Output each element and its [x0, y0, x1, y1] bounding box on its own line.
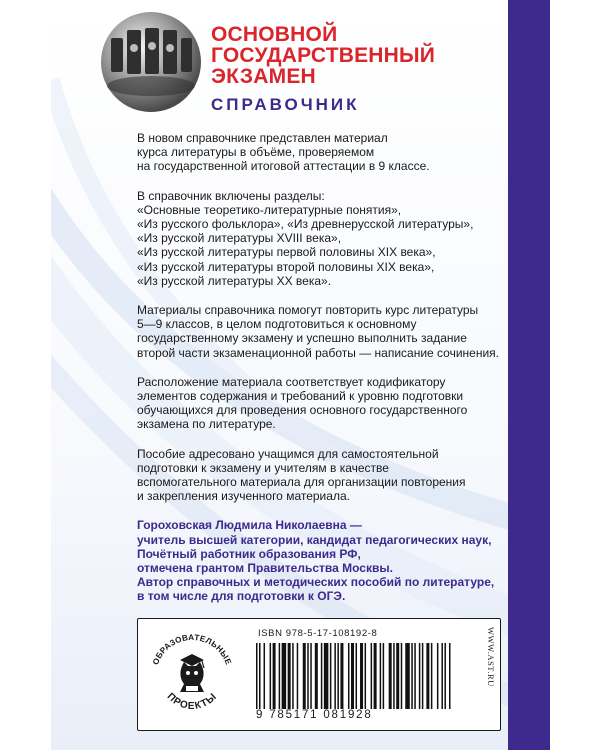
- barcode-bar: [419, 643, 421, 709]
- annotation-text: [137, 131, 501, 604]
- text-line: второй части экзаменационной работы — написание сочинения.: [137, 345, 500, 360]
- barcode-bar: [426, 643, 429, 709]
- text-line: «Из русской литературы первой половины XIX века»,: [137, 245, 436, 260]
- logo-bottom-text: ПРОЕКТЫ: [164, 691, 220, 712]
- barcode-bar: [310, 643, 312, 709]
- text-line: экзамена по литературе.: [137, 417, 276, 432]
- title-line-1: ОСНОВНОЙ: [211, 23, 338, 46]
- barcode-bar: [441, 643, 443, 709]
- sections-paragraph: [137, 189, 501, 288]
- barcode-bar: [389, 643, 392, 709]
- isbn-text: ISBN 978-5-17-108192-8: [258, 628, 378, 639]
- cover-title: [211, 24, 471, 115]
- barcode-bar: [437, 643, 439, 709]
- barcode-bar: [401, 643, 403, 709]
- barcode-bar: [396, 643, 399, 709]
- text-line: и закрепления изученного материала.: [137, 489, 350, 504]
- barcode-bar: [324, 643, 329, 709]
- logo-top-text: ОБРАЗОВАТЕЛЬНЫЕ: [150, 632, 234, 667]
- audience-paragraph: [137, 447, 501, 504]
- barcode-bar: [279, 643, 281, 709]
- text-line: 5—9 классов, в целом подготовиться к основному: [137, 317, 417, 332]
- barcode-bar: [414, 643, 416, 709]
- text-line: «Из русской литературы XX века».: [137, 273, 332, 288]
- barcode-bar: [356, 643, 358, 709]
- text-line: на государственной итоговой аттестации в 9 классе.: [137, 159, 430, 174]
- barcode-bar: [405, 643, 410, 709]
- barcode-bar: [270, 643, 272, 709]
- book-back-cover: [51, 0, 550, 750]
- barcode-bar: [264, 643, 266, 709]
- barcode-bar: [330, 643, 332, 709]
- cover-subtitle: СПРАВОЧНИК: [211, 95, 360, 114]
- barcode-bar: [307, 643, 309, 709]
- author-paragraph: [137, 518, 501, 603]
- barcode-bar: [321, 643, 323, 709]
- barcode-bar: [337, 643, 339, 709]
- svg-text:ПРОЕКТЫ: [165, 691, 220, 712]
- cat-figure: [180, 654, 204, 692]
- author-line: Гороховская Людмила Николаевна —: [137, 518, 362, 533]
- author-line: отмечена грантом Правительства Москвы.: [137, 561, 393, 576]
- text-line: «Из русского фольклора», «Из древнерусской литературы»,: [137, 217, 474, 232]
- barcode-bar: [371, 643, 373, 709]
- barcode-bar: [282, 643, 287, 709]
- text-line: «Основные теоретико-литературные понятия»,: [137, 202, 402, 217]
- barcode: [256, 643, 452, 709]
- imprint-box: [137, 618, 501, 731]
- barcode-bar: [315, 643, 318, 709]
- text-line: обучающихся для проведения основного государственного: [137, 403, 468, 418]
- title-line-3: ЭКЗАМЕН: [211, 65, 316, 88]
- text-line: «Из русской литературы второй половины XIX века»,: [137, 259, 435, 274]
- barcode-bar: [380, 643, 382, 709]
- barcode-bar: [360, 643, 363, 709]
- barcode-digits: 9 785171 081928: [256, 709, 373, 721]
- barcode-bar: [422, 643, 424, 709]
- publisher-website: WWW.AST.RU: [486, 627, 496, 687]
- barcode-bar: [374, 643, 377, 709]
- text-line: Расположение материала соответствует кодификатору: [137, 374, 446, 389]
- barcode-bar: [383, 643, 385, 709]
- author-line: учитель высшей категории, кандидат педагогических наук,: [137, 532, 492, 547]
- text-line: «Из русской литературы XVIII века»,: [137, 231, 342, 246]
- purpose-paragraph: [137, 303, 501, 360]
- text-line: элементов содержания и требований к уровню подготовки: [137, 389, 464, 404]
- text-line: вспомогательного материала для организации повторения: [137, 475, 466, 490]
- barcode-bar: [449, 643, 451, 709]
- barcode-bar: [351, 643, 354, 709]
- barcode-bar: [256, 643, 258, 709]
- globe-with-exam-figures-icon: [97, 8, 205, 116]
- barcode-bar: [297, 643, 299, 709]
- side-color-stripe: [508, 0, 550, 750]
- author-line: Почётный работник образования РФ,: [137, 546, 361, 561]
- barcode-bar: [411, 643, 413, 709]
- barcode-bar: [348, 643, 350, 709]
- barcode-bar: [365, 643, 367, 709]
- author-line: в том числе для подготовки к ОГЭ.: [137, 589, 346, 604]
- alignment-paragraph: [137, 375, 501, 432]
- intro-paragraph: [137, 131, 501, 174]
- text-line: курса литературы в объёме, проверяемом: [137, 145, 375, 160]
- barcode-bar: [288, 643, 291, 709]
- barcode-bar: [444, 643, 446, 709]
- barcode-bar: [292, 643, 294, 709]
- barcode-bar: [431, 643, 433, 709]
- barcode-bar: [340, 643, 343, 709]
- text-line: государственному экзамену и успешно выполнить задание: [137, 331, 467, 346]
- barcode-bar: [273, 643, 276, 709]
- author-line: Автор справочных и методических пособий по литературе,: [137, 575, 495, 590]
- title-line-2: ГОСУДАРСТВЕННЫЙ: [211, 44, 436, 67]
- text-line: В справочник включены разделы:: [137, 188, 325, 203]
- graduate-cat-icon: [144, 626, 240, 722]
- text-line: подготовки к экзамену и учителям в качестве: [137, 460, 389, 475]
- barcode-bar: [303, 643, 306, 709]
- barcode-bar: [393, 643, 395, 709]
- text-line: Пособие адресовано учащимся для самостоятельной: [137, 446, 439, 461]
- text-line: В новом справочнике представлен материал: [137, 131, 388, 145]
- text-line: Материалы справочника помогут повторить курс литературы: [137, 303, 479, 318]
- barcode-bar: [259, 643, 261, 709]
- barcode-bar: [334, 643, 336, 709]
